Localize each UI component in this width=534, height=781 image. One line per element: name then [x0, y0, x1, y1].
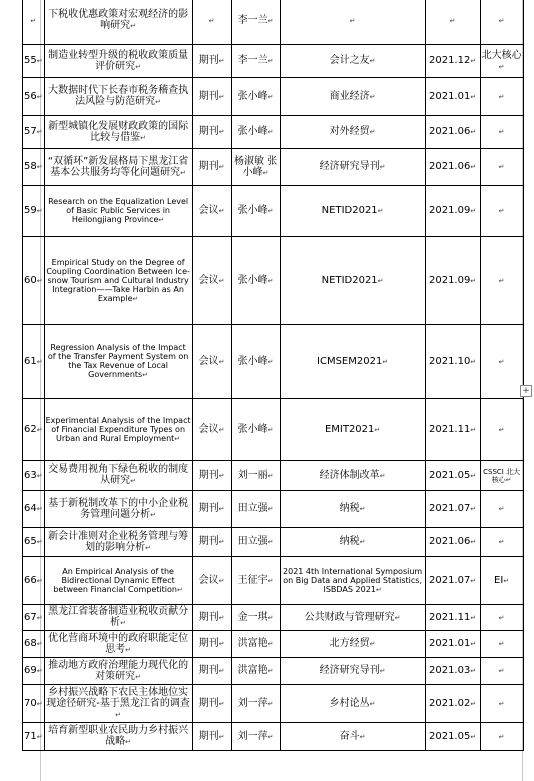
index-note	[480, 149, 523, 186]
row-number: 71↵	[23, 723, 45, 751]
paragraph-mark: ↵	[262, 168, 269, 177]
publication: 公共财政与管理研究↵	[280, 605, 425, 631]
paragraph-mark: ↵	[470, 613, 477, 622]
publication: 纳税↵	[280, 528, 425, 557]
paragraph-mark: ↵	[36, 92, 43, 101]
index-note	[480, 0, 523, 45]
paper-title: 下税收优惠政策对宏观经济的影响研究↵	[44, 0, 192, 45]
table-row	[23, 658, 524, 685]
paragraph-mark: ↵	[36, 667, 43, 675]
paragraph-mark: ↵	[470, 640, 477, 648]
date: 2021.05↵	[425, 461, 480, 491]
paragraph-mark: ↵	[498, 640, 505, 648]
author: 张小峰↵	[231, 116, 280, 149]
table-row	[23, 605, 524, 631]
paper-title: 黑龙江省装备制造业税收贡献分析↵	[44, 605, 192, 631]
paper-type: 期刊↵	[192, 723, 231, 751]
paragraph-mark: ↵	[158, 216, 165, 224]
paragraph-mark: ↵	[267, 732, 274, 741]
paragraph-mark: ↵	[498, 357, 505, 366]
author: 张小峰↵	[231, 186, 280, 237]
paragraph-mark: ↵	[470, 505, 477, 513]
publication: 北方经贸↵	[280, 631, 425, 658]
paragraph-mark: ↵	[267, 699, 274, 708]
row-number: 58↵	[23, 149, 45, 186]
index-note: CSSCI 北大核心↵	[480, 461, 523, 491]
date: 2021.07↵	[425, 557, 480, 605]
paragraph-mark: ↵	[267, 505, 274, 513]
index-note	[480, 186, 523, 237]
paragraph-mark: ↵	[267, 667, 274, 675]
paper-title: Research on the Equalization Level of Basic Public Services in Heilongjiang Province↵	[44, 186, 192, 237]
paper-title: “双循环”新发展格局下黑龙江省基本公共服务均等化问题研究↵	[44, 149, 192, 186]
paragraph-mark: ↵	[498, 699, 505, 708]
row-number: 56↵	[23, 78, 45, 116]
row-number: 66↵	[23, 557, 45, 605]
paragraph-mark: ↵	[218, 505, 225, 513]
paragraph-mark: ↵	[150, 510, 157, 519]
paragraph-mark: ↵	[377, 276, 384, 285]
table-row	[23, 528, 524, 557]
paper-title: 优化营商环境中的政府职能定位思考↵	[44, 631, 192, 658]
publication: EMIT2021↵	[280, 399, 425, 461]
paragraph-mark: ↵	[498, 425, 505, 434]
paper-type	[192, 0, 231, 45]
paragraph-mark: ↵	[267, 613, 274, 622]
paragraph-mark: ↵	[36, 613, 43, 622]
paragraph-mark: ↵	[36, 699, 43, 708]
paragraph-mark: ↵	[135, 62, 142, 71]
paragraph-mark: ↵	[142, 371, 149, 379]
date: 2021.10↵	[425, 325, 480, 399]
publication: 经济体制改革↵	[280, 461, 425, 491]
paragraph-mark: ↵	[218, 276, 225, 285]
paper-title: 推动地方政府治理能力现代化的对策研究↵	[44, 658, 192, 685]
index-note	[480, 685, 523, 723]
row-number: 68↵	[23, 631, 45, 658]
paragraph-mark: ↵	[36, 207, 43, 215]
paper-type: 期刊↵	[192, 528, 231, 557]
paragraph-mark: ↵	[218, 471, 225, 480]
row-number: 70↵	[23, 685, 45, 723]
paragraph-mark: ↵	[503, 576, 510, 585]
paragraph-mark: ↵	[498, 613, 505, 622]
index-note	[480, 237, 523, 325]
paper-title: 培育新型职业农民助力乡村振兴战略↵	[44, 723, 192, 751]
row-number: 62↵	[23, 399, 45, 461]
author: 刘一萍↵	[231, 685, 280, 723]
index-note	[480, 723, 523, 751]
index-note: EI↵	[480, 557, 523, 605]
paragraph-mark: ↵	[470, 128, 477, 136]
table-row	[23, 78, 524, 116]
date: 2021.12↵	[425, 45, 480, 78]
author: 杨淑敏 张小峰↵	[231, 149, 280, 186]
paper-title: Empirical Study on the Degree of Coupling Coordination Between Ice-snow Tourism and Cultural Industry Integration——Take Harbin as An Example↵	[44, 237, 192, 325]
paper-type: 会议↵	[192, 557, 231, 605]
index-note	[480, 399, 523, 461]
paper-title: 新会计准则对企业税务管理与筹划的影响分析↵	[44, 528, 192, 557]
paragraph-mark: ↵	[369, 699, 376, 708]
date	[425, 0, 480, 45]
paragraph-mark: ↵	[130, 477, 137, 485]
paragraph-mark: ↵	[498, 276, 505, 285]
date: 2021.05↵	[425, 723, 480, 751]
author: 洪富艳↵	[231, 631, 280, 658]
paragraph-mark: ↵	[470, 207, 477, 215]
paragraph-mark: ↵	[267, 207, 274, 215]
paragraph-mark: ↵	[36, 640, 43, 648]
paragraph-mark: ↵	[382, 357, 389, 366]
paragraph-mark: ↵	[135, 672, 142, 681]
paragraph-mark: ↵	[218, 576, 225, 585]
author: 田立强↵	[231, 491, 280, 528]
author: 张小峰↵	[231, 237, 280, 325]
author: 金一琪↵	[231, 605, 280, 631]
index-note: 北大核心↵	[480, 45, 523, 78]
table-row	[23, 325, 524, 399]
paragraph-mark: ↵	[498, 16, 505, 25]
paragraph-mark: ↵	[369, 128, 376, 136]
publication: 乡村论丛↵	[280, 685, 425, 723]
paragraph-mark: ↵	[449, 16, 456, 25]
row-number: 63↵	[23, 461, 45, 491]
index-note	[480, 528, 523, 557]
author: 张小峰↵	[231, 399, 280, 461]
paragraph-mark: ↵	[470, 92, 477, 101]
paragraph-mark: ↵	[498, 163, 505, 171]
paragraph-mark: ↵	[36, 732, 43, 741]
paper-type: 会议↵	[192, 186, 231, 237]
paragraph-mark: ↵	[470, 576, 477, 585]
paragraph-mark: ↵	[267, 471, 274, 480]
publication: NETID2021↵	[280, 186, 425, 237]
row-number: 55↵	[23, 45, 45, 78]
author: 张小峰↵	[231, 325, 280, 399]
date: 2021.07↵	[425, 491, 480, 528]
paragraph-mark: ↵	[498, 505, 505, 513]
row-number: 59↵	[23, 186, 45, 237]
paragraph-mark: ↵	[470, 667, 477, 675]
paragraph-mark: ↵	[36, 163, 43, 171]
paragraph-mark: ↵	[470, 425, 477, 434]
row-number: 60↵	[23, 237, 45, 325]
row-number: 65↵	[23, 528, 45, 557]
paragraph-mark: ↵	[218, 640, 225, 648]
paragraph-mark: ↵	[180, 168, 187, 177]
paper-title: 制造业转型升级的税收政策质量评价研究↵	[44, 45, 192, 78]
date: 2021.06↵	[425, 149, 480, 186]
paragraph-mark: ↵	[359, 538, 366, 546]
paragraph-mark: ↵	[145, 543, 152, 552]
publication	[280, 0, 425, 45]
paragraph-mark: ↵	[218, 207, 225, 215]
row-number: 61↵	[23, 325, 45, 399]
paragraph-mark: ↵	[218, 732, 225, 741]
paragraph-mark: ↵	[267, 276, 274, 285]
row-number: 57↵	[23, 116, 45, 149]
paragraph-mark: ↵	[218, 92, 225, 101]
table-row	[23, 399, 524, 461]
table-row	[23, 491, 524, 528]
paragraph-mark: ↵	[30, 16, 37, 25]
paragraph-mark: ↵	[36, 576, 43, 585]
paragraph-mark: ↵	[470, 357, 477, 366]
date: 2021.11↵	[425, 605, 480, 631]
paragraph-mark: ↵	[267, 16, 274, 25]
paragraph-mark: ↵	[36, 57, 43, 65]
table-row	[23, 0, 524, 45]
paragraph-mark: ↵	[177, 585, 183, 594]
paragraph-mark: ↵	[470, 163, 477, 171]
paragraph-mark: ↵	[218, 128, 225, 136]
paper-type: 期刊↵	[192, 491, 231, 528]
date: 2021.03↵	[425, 658, 480, 685]
table-row	[23, 461, 524, 491]
paragraph-mark: ↵	[470, 276, 477, 285]
paragraph-mark: ↵	[470, 471, 477, 480]
table-row	[23, 557, 524, 605]
table-row	[23, 186, 524, 237]
author: 李一兰↵	[231, 45, 280, 78]
paper-title: Experimental Analysis of the Impact of Financial Expenditure Types on Urban and Rural Employment↵	[44, 399, 192, 461]
date: 2021.11↵	[425, 399, 480, 461]
date: 2021.06↵	[425, 528, 480, 557]
paragraph-mark: ↵	[505, 475, 512, 484]
publication: 纳税↵	[280, 491, 425, 528]
table-row	[23, 631, 524, 658]
table-row	[23, 723, 524, 751]
paragraph-mark: ↵	[155, 98, 162, 106]
paper-type: 期刊↵	[192, 658, 231, 685]
paragraph-mark: ↵	[36, 128, 43, 136]
publication: 会计之友↵	[280, 45, 425, 78]
publication: 经济研究导刊↵	[280, 149, 425, 186]
paragraph-mark: ↵	[374, 425, 381, 434]
paragraph-mark: ↵	[375, 585, 382, 594]
index-note	[480, 491, 523, 528]
table-row	[23, 237, 524, 325]
paper-type: 期刊↵	[192, 78, 231, 116]
publication: 奋斗↵	[280, 723, 425, 751]
paragraph-mark: ↵	[125, 738, 132, 746]
author: 刘一丽↵	[231, 461, 280, 491]
paragraph-mark: ↵	[267, 357, 274, 366]
paragraph-mark: ↵	[125, 645, 132, 654]
paragraph-mark: ↵	[379, 667, 386, 675]
paragraph-mark: ↵	[394, 613, 401, 622]
paragraph-mark: ↵	[208, 16, 215, 25]
author: 田立强↵	[231, 528, 280, 557]
paragraph-mark: ↵	[218, 613, 225, 622]
paragraph-mark: ↵	[369, 57, 376, 65]
paragraph-mark: ↵	[267, 57, 274, 65]
paper-type: 期刊↵	[192, 605, 231, 631]
paragraph-mark: ↵	[218, 538, 225, 546]
paragraph-mark: ↵	[218, 425, 225, 434]
paper-type: 期刊↵	[192, 45, 231, 78]
paper-type: 期刊↵	[192, 461, 231, 491]
paragraph-mark: ↵	[359, 732, 366, 741]
paper-type: 会议↵	[192, 325, 231, 399]
paragraph-mark: ↵	[218, 667, 225, 675]
index-note	[480, 78, 523, 116]
paragraph-mark: ↵	[377, 207, 384, 215]
paper-type: 会议↵	[192, 399, 231, 461]
paper-title: 新型城镇化发展财政政策的国际比较与借鉴↵	[44, 116, 192, 149]
date: 2021.02↵	[425, 685, 480, 723]
paragraph-mark: ↵	[120, 619, 127, 627]
paragraph-mark: ↵	[36, 538, 43, 546]
row-number	[23, 0, 45, 45]
index-note	[480, 116, 523, 149]
paragraph-mark: ↵	[174, 434, 181, 443]
paragraph-mark: ↵	[267, 640, 274, 648]
paragraph-mark: ↵	[470, 538, 477, 546]
paragraph-mark: ↵	[267, 92, 274, 101]
date: 2021.01↵	[425, 631, 480, 658]
paragraph-mark: ↵	[132, 294, 139, 303]
author: 李一兰↵	[231, 0, 280, 45]
table-row	[23, 149, 524, 186]
paper-title: 交易费用视角下绿色税收的制度从研究↵	[44, 461, 192, 491]
paragraph-mark: ↵	[267, 128, 274, 136]
author: 刘一萍↵	[231, 723, 280, 751]
paragraph-mark: ↵	[130, 22, 137, 30]
paragraph-mark: ↵	[369, 640, 376, 648]
paragraph-mark: ↵	[369, 92, 376, 101]
date: 2021.09↵	[425, 237, 480, 325]
index-note	[480, 658, 523, 685]
paragraph-mark: ↵	[498, 207, 505, 215]
index-note	[480, 631, 523, 658]
paragraph-mark: ↵	[36, 505, 43, 513]
index-note	[480, 325, 523, 399]
table-row	[23, 116, 524, 149]
paper-type: 期刊↵	[192, 631, 231, 658]
publication: ICMSEM2021↵	[280, 325, 425, 399]
publication-table	[22, 0, 524, 751]
paragraph-mark: ↵	[498, 538, 505, 546]
paper-type: 期刊↵	[192, 116, 231, 149]
index-note	[480, 605, 523, 631]
paper-type: 期刊↵	[192, 149, 231, 186]
paragraph-mark: ↵	[267, 576, 274, 585]
paper-title: 基于新税制改革下的中小企业税务管理问题分析↵	[44, 491, 192, 528]
add-row-handle[interactable]: +	[520, 385, 532, 397]
publication: 对外经贸↵	[280, 116, 425, 149]
paragraph-mark: ↵	[498, 92, 505, 101]
paragraph-mark: ↵	[218, 57, 225, 65]
paragraph-mark: ↵	[267, 538, 274, 546]
paragraph-mark: ↵	[470, 699, 477, 708]
paragraph-mark: ↵	[36, 276, 43, 285]
paragraph-mark: ↵	[267, 425, 274, 434]
paragraph-mark: ↵	[218, 357, 225, 366]
paragraph-mark: ↵	[36, 471, 43, 480]
paragraph-mark: ↵	[349, 16, 356, 25]
table-row	[23, 685, 524, 723]
author: 王征宇↵	[231, 557, 280, 605]
paragraph-mark: ↵	[140, 133, 147, 142]
row-number: 67↵	[23, 605, 45, 631]
table-row	[23, 45, 524, 78]
paragraph-mark: ↵	[218, 163, 225, 171]
paragraph-mark: ↵	[379, 163, 386, 171]
paragraph-mark: ↵	[498, 128, 505, 136]
date: 2021.01↵	[425, 78, 480, 116]
paper-title: Regression Analysis of the Impact of the Transfer Payment System on the Tax Revenue of Local Governments↵	[44, 325, 192, 399]
paragraph-mark: ↵	[36, 357, 43, 366]
author: 张小峰↵	[231, 78, 280, 116]
paper-title: An Empirical Analysis of the Bidirectional Dynamic Effect between Financial Competition↵	[44, 557, 192, 605]
paragraph-mark: ↵	[470, 732, 477, 741]
paper-type: 会议↵	[192, 237, 231, 325]
author: 洪富艳↵	[231, 658, 280, 685]
row-number: 69↵	[23, 658, 45, 685]
publication: NETID2021↵	[280, 237, 425, 325]
paragraph-mark: ↵	[218, 699, 225, 708]
date: 2021.09↵	[425, 186, 480, 237]
paper-title: 大数据时代下长春市税务稽查执法风险与防范研究↵	[44, 78, 192, 116]
paragraph-mark: ↵	[115, 710, 122, 719]
paragraph-mark: ↵	[379, 471, 386, 480]
row-number: 64↵	[23, 491, 45, 528]
date: 2021.06↵	[425, 116, 480, 149]
paragraph-mark: ↵	[36, 425, 43, 434]
paragraph-mark: ↵	[359, 505, 366, 513]
paper-type: 期刊↵	[192, 685, 231, 723]
paragraph-mark: ↵	[498, 732, 505, 741]
paper-title: 乡村振兴战略下农民主体地位实现途径研究-基于黑龙江省的调查↵	[44, 685, 192, 723]
publication: 2021 4th International Symposium on Big Data and Applied Statistics, ISBDAS 2021↵	[280, 557, 425, 605]
publication: 经济研究导刊↵	[280, 658, 425, 685]
paragraph-mark: ↵	[470, 57, 477, 65]
publication: 商业经济↵	[280, 78, 425, 116]
paragraph-mark: ↵	[498, 62, 505, 71]
paragraph-mark: ↵	[498, 667, 505, 675]
